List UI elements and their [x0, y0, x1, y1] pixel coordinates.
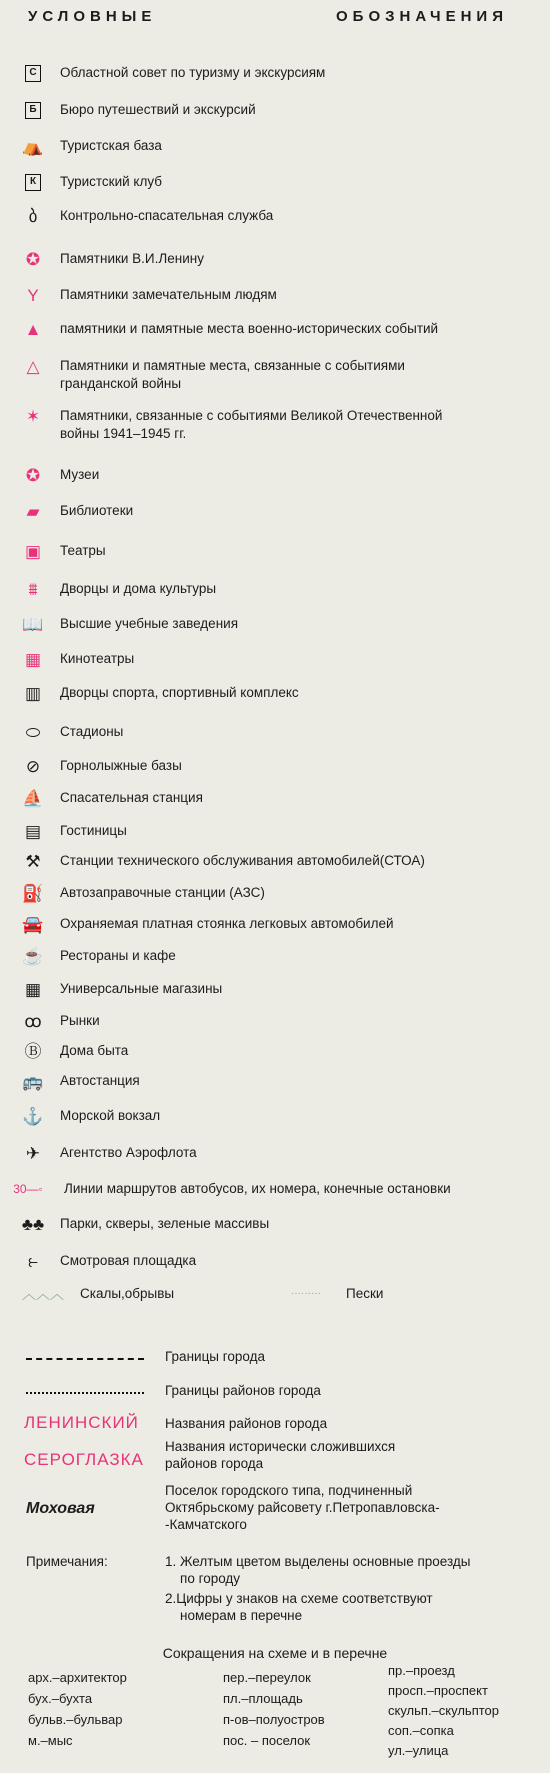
obelisk-icon: ▲ — [24, 319, 42, 339]
district-boundary-line-icon — [26, 1392, 144, 1394]
car-icon: 🚘 — [22, 914, 44, 934]
legend-item — [20, 284, 540, 306]
legend-item-label: Спасательная станция — [60, 790, 203, 805]
book-icon: 📖 — [22, 614, 44, 634]
legend-item-label: Областной совет по туризму и экскурсиям — [60, 65, 326, 80]
legend-item-label: Туристский клуб — [60, 174, 162, 189]
abbreviation: пл.–площадь — [223, 1691, 303, 1706]
legend-item — [20, 540, 540, 562]
abbreviation: скульп.–скульптор — [388, 1703, 500, 1718]
legend-item-label: Морской вокзал — [60, 1108, 161, 1123]
abbreviation: арх.–архитектор — [28, 1670, 127, 1685]
legend-item — [20, 135, 540, 157]
abbreviations-col-3 — [388, 1661, 499, 1761]
sand-label: Пески — [346, 1286, 384, 1301]
legend-item-label: Линии маршрутов автобусов, их номера, конечные остановки — [64, 1181, 451, 1196]
settlement-label: Поселок городского типа, подчиненный Октябрьскому райсовету г.Петропавловска- -Камчатского — [165, 1483, 440, 1532]
legend-title-right: ОБОЗНАЧЕНИЯ — [336, 8, 508, 25]
legend-title — [28, 8, 508, 25]
legend-item-label: Туристская база — [60, 138, 162, 153]
legend-item — [20, 318, 540, 340]
legend-item — [20, 578, 540, 600]
legend-item-label: Стадионы — [60, 724, 124, 739]
legend-item-label: Агентство Аэрофлота — [60, 1145, 197, 1160]
legend-item — [20, 721, 540, 743]
legend-item-label: Памятники В.И.Ленину — [60, 251, 204, 266]
legend-item — [20, 1142, 540, 1164]
settlement-example: Моховая — [26, 1500, 95, 1517]
rocks-label: Скалы,обрывы — [80, 1286, 175, 1301]
ww2-icon: ✶ — [25, 406, 41, 426]
box-letter: С — [25, 65, 41, 82]
legend-item — [20, 171, 540, 193]
legend-item-label: Кинотеатры — [60, 651, 135, 666]
box-letter-icon — [20, 171, 46, 193]
cinema-icon: ▦ — [24, 649, 42, 669]
legend-item-label: Станции технического обслуживания автомобилей(СТОА) — [60, 853, 425, 868]
star-circle-icon: ✪ — [25, 249, 41, 269]
legend-item — [20, 850, 540, 872]
theatre-icon: ▣ — [24, 541, 42, 561]
legend-item-label: Дворцы и дома культуры — [60, 581, 217, 596]
legend-item-label: Высшие учебные заведения — [60, 616, 238, 631]
legend-item-label: Гостиницы — [60, 823, 127, 838]
notes-heading: Примечания: — [26, 1554, 108, 1569]
legend-item — [20, 1040, 540, 1062]
legend-item — [13, 1178, 540, 1200]
legend-item — [20, 1213, 540, 1235]
monument-icon: Y — [27, 285, 39, 305]
bus-station-icon: 🚌 — [22, 1071, 44, 1091]
stadium-icon: ⬭ — [25, 722, 41, 742]
cafe-icon: ☕ — [22, 946, 44, 966]
city-boundary-label: Границы города — [165, 1349, 265, 1364]
legend-item — [20, 1105, 540, 1127]
legend-item-sand — [280, 1283, 540, 1305]
legend-item-label: Музеи — [60, 467, 100, 482]
legend-title-left: УСЛОВНЫЕ — [28, 8, 157, 25]
legend-item-label: Рынки — [60, 1013, 100, 1028]
anchor-icon: ⚓ — [22, 1106, 44, 1126]
note-2: 2.Цифры у знаков на схеме соответствуют номерам в перечне — [165, 1591, 433, 1623]
museum-icon: ✪ — [25, 465, 41, 485]
viewpoint-icon: ⥼ — [28, 1251, 38, 1271]
box-letter-icon — [20, 62, 46, 84]
sport-palace-icon: ▥ — [24, 683, 42, 703]
note-1: 1. Желтым цветом выделены основные проезды по городу — [165, 1554, 471, 1586]
abbreviation: бульв.–бульвар — [28, 1712, 123, 1727]
abbreviation: м.–мыс — [28, 1733, 73, 1748]
market-icon: ꝏ — [24, 1011, 42, 1031]
obelisk-outline-icon: △ — [26, 356, 40, 376]
legend-item-label: памятники и памятные места военно-исторических событий — [60, 321, 439, 336]
legend-item-label: Универсальные магазины — [60, 981, 223, 996]
legend-item-label: Театры — [60, 543, 106, 558]
legend-item-label: Рестораны и кафе — [60, 948, 176, 963]
legend-item-label: Дома быта — [60, 1043, 129, 1058]
abbreviation: соп.–сопка — [388, 1723, 454, 1738]
legend-item-label: Парки, скверы, зеленые массивы — [60, 1216, 270, 1231]
tent-icon: ⛺ — [22, 136, 44, 156]
library-icon: ▰ — [26, 501, 40, 521]
district-boundary-label: Границы районов города — [165, 1383, 321, 1398]
legend-item — [20, 464, 540, 486]
rocks-icon: ︿︿︿ — [22, 1286, 64, 1302]
legend-item-label: Автостанция — [60, 1073, 140, 1088]
abbreviation: просп.–проспект — [388, 1683, 488, 1698]
legend-item — [20, 355, 540, 393]
legend-item — [20, 405, 540, 443]
district-example: ЛЕНИНСКИЙ — [24, 1413, 139, 1432]
legend-item-label: Памятники, связанные с событиями Великой Отечественной войны 1941–1945 гг. — [60, 408, 443, 441]
legend-item-label: Памятники и памятные места, связанные с событиями гранданской войны — [60, 358, 405, 391]
rescue-icon: ბ — [28, 206, 38, 226]
ski-icon: ⊘ — [25, 756, 41, 776]
rescue-station-icon: ⛵ — [22, 788, 44, 808]
abbreviation: бух.–бухта — [28, 1691, 93, 1706]
palace-icon: ⩩ — [28, 579, 38, 599]
service-station-icon: ⚒ — [25, 851, 41, 871]
legend-item — [20, 248, 540, 270]
legend-item — [20, 613, 540, 635]
abbreviation: пос. – поселок — [223, 1733, 311, 1748]
legend-item — [20, 62, 540, 84]
abbreviation: п-ов–полуостров — [223, 1712, 325, 1727]
legend-item — [20, 820, 540, 842]
service-house-icon: Ⓑ — [24, 1041, 42, 1061]
district-example-label: Названия районов города — [165, 1416, 328, 1431]
abbreviation: ул.–улица — [388, 1743, 449, 1758]
legend-item — [20, 500, 540, 522]
district-historic-label: Названия исторически сложившихся районов города — [165, 1439, 396, 1471]
legend-item — [20, 978, 540, 1000]
legend-item-label: Контрольно-спасательная служба — [60, 208, 274, 223]
legend-item — [20, 787, 540, 809]
park-icon: ♣♣ — [21, 1214, 45, 1234]
plane-icon: ✈ — [25, 1143, 41, 1163]
legend-item-label: Библиотеки — [60, 503, 134, 518]
legend-item-label: Смотровая площадка — [60, 1253, 197, 1268]
legend-item — [20, 882, 540, 904]
box-letter: К — [25, 174, 41, 191]
legend-item — [20, 205, 540, 227]
sand-icon: ········· — [291, 1288, 321, 1299]
legend-item-label: Дворцы спорта, спортивный комплекс — [60, 685, 299, 700]
legend-item — [20, 1010, 540, 1032]
abbreviation: пр.–проезд — [388, 1663, 455, 1678]
legend-item-label: Автозаправочные станции (АЗС) — [60, 885, 265, 900]
legend-item-label: Охраняемая платная стоянка легковых автомобилей — [60, 916, 394, 931]
store-icon: ▦ — [24, 979, 42, 999]
abbreviations-col-1 — [28, 1667, 127, 1751]
legend-item — [20, 913, 540, 935]
hotel-icon: ▤ — [24, 821, 42, 841]
box-letter: Б — [25, 102, 41, 119]
abbreviations-heading: Сокращения на схеме и в перечне — [162, 1645, 388, 1661]
fuel-icon: ⛽ — [22, 883, 44, 903]
legend-item — [20, 1250, 540, 1272]
legend-item-label: Горнолыжные базы — [60, 758, 182, 773]
legend-item — [20, 682, 540, 704]
legend-item — [20, 1070, 540, 1092]
district-historic-example: СЕРОГЛАЗКА — [24, 1450, 144, 1469]
abbreviations-col-2 — [223, 1667, 325, 1751]
legend-item-label: Памятники замечательным людям — [60, 287, 277, 302]
legend-item-label: Бюро путешествий и экскурсий — [60, 102, 256, 117]
legend-item — [20, 945, 540, 967]
legend-item — [20, 755, 540, 777]
abbreviation: пер.–переулок — [223, 1670, 311, 1685]
bus-route-icon: 30—◦ — [13, 1182, 43, 1196]
legend-item — [20, 99, 540, 121]
box-letter-icon — [20, 99, 46, 121]
legend-item — [20, 648, 540, 670]
city-boundary-line-icon — [26, 1358, 144, 1360]
